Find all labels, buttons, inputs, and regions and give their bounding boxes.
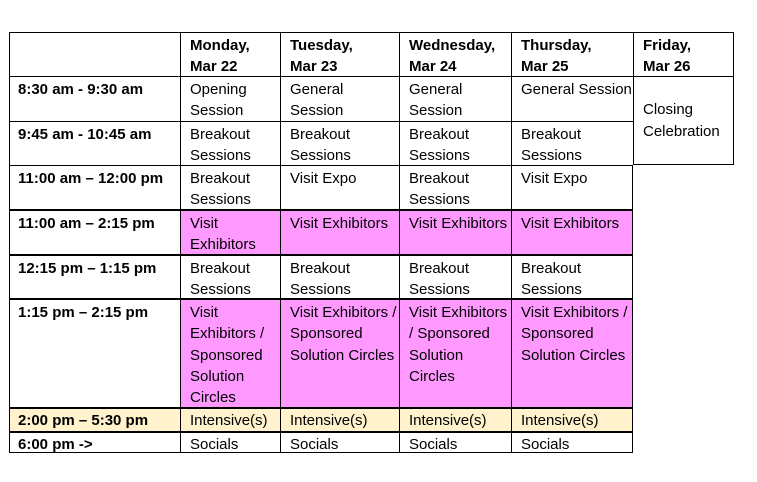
time-cell: 1:15 pm – 2:15 pm xyxy=(9,298,180,407)
header-thursday: Thursday, Mar 25 xyxy=(511,32,633,76)
session-cell: Visit Exhibitors / Sponsored Solution Circles xyxy=(511,298,633,407)
time-cell: 9:45 am - 10:45 am xyxy=(9,121,180,165)
time-cell: 11:00 am – 2:15 pm xyxy=(9,209,180,254)
session-cell: Visit Expo xyxy=(280,165,399,209)
session-cell: Breakout Sessions xyxy=(180,165,280,209)
session-cell: General Session xyxy=(399,76,511,121)
time-cell: 12:15 pm – 1:15 pm xyxy=(9,254,180,298)
friday-closing-celebration xyxy=(633,76,734,165)
friday-cell-text: Closing Celebration xyxy=(643,101,720,140)
time-cell: 6:00 pm -> xyxy=(9,431,180,453)
time-cell: 8:30 am - 9:30 am xyxy=(9,76,180,121)
session-cell: General Session xyxy=(280,76,399,121)
time-cell: 2:00 pm – 5:30 pm xyxy=(9,407,180,431)
session-cell: Socials xyxy=(399,431,511,453)
session-cell: Socials xyxy=(180,431,280,453)
session-cell: Visit Exhibitors xyxy=(180,209,280,254)
session-cell: Socials xyxy=(511,431,633,453)
session-cell: Visit Exhibitors / Sponsored Solution Circles xyxy=(180,298,280,407)
session-cell: Visit Exhibitors xyxy=(280,209,399,254)
time-cell: 11:00 am – 12:00 pm xyxy=(9,165,180,209)
session-cell: Visit Exhibitors xyxy=(399,209,511,254)
header-wednesday: Wednesday, Mar 24 xyxy=(399,32,511,76)
session-cell: Visit Expo xyxy=(511,165,633,209)
header-time-cell xyxy=(9,32,180,76)
session-cell: Breakout Sessions xyxy=(280,254,399,298)
session-cell: Breakout Sessions xyxy=(399,121,511,165)
session-cell: Breakout Sessions xyxy=(180,121,280,165)
session-cell: Intensive(s) xyxy=(280,407,399,431)
header-monday: Monday, Mar 22 xyxy=(180,32,280,76)
session-cell: Opening Session xyxy=(180,76,280,121)
session-cell: General Session xyxy=(511,76,633,121)
session-cell: Breakout Sessions xyxy=(280,121,399,165)
header-friday: Friday, Mar 26 xyxy=(633,32,734,76)
session-cell: Visit Exhibitors / Sponsored Solution Circles xyxy=(399,298,511,407)
session-cell: Breakout Sessions xyxy=(511,121,633,165)
session-cell: Breakout Sessions xyxy=(511,254,633,298)
session-cell: Breakout Sessions xyxy=(399,165,511,209)
session-cell: Intensive(s) xyxy=(180,407,280,431)
session-cell: Breakout Sessions xyxy=(399,254,511,298)
session-cell: Visit Exhibitors / Sponsored Solution Circles xyxy=(280,298,399,407)
session-cell: Intensive(s) xyxy=(511,407,633,431)
session-cell: Intensive(s) xyxy=(399,407,511,431)
session-cell: Visit Exhibitors xyxy=(511,209,633,254)
header-tuesday: Tuesday, Mar 23 xyxy=(280,32,399,76)
session-cell: Breakout Sessions xyxy=(180,254,280,298)
session-cell: Socials xyxy=(280,431,399,453)
